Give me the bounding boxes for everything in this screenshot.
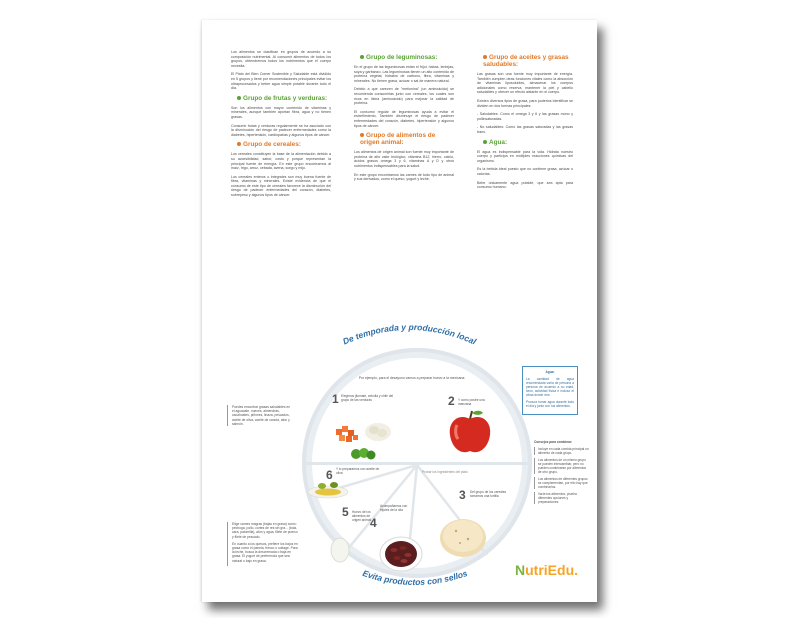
step-number: 5: [342, 505, 349, 519]
paragraph: Consumir frutas y verduras regularmente se ha asociado con la disminución del riesgo de padecer enfermedades como la diabetes, hipertensión, cardiopatías y algunos tipos de cáncer.: [231, 123, 331, 137]
paragraph: Los alimentos de origen animal son fuente muy importante de proteína de alto valor biológico, vitamina B12, hierro, calcio, ácidos grasos omega 3 y 6, vitaminas A y D y otros nutrimentos indispensables para la salud.: [354, 150, 454, 168]
column-3: [477, 50, 573, 194]
step-number: 1: [332, 392, 339, 406]
bullet-icon: [360, 133, 364, 137]
paragraph: Los cereales constituyen la base de la alimentación debido a su accesibilidad, sabor, costo y porque representan la principal fuente de energía. En este grupo encontramos al maíz, trigo, arroz, cebada, avena, sorgo y mijo.: [231, 152, 331, 171]
document-sheet: [202, 20, 597, 602]
paragraph: - Saludables: Como el omega 3 y 6 y las grasas mono y poliinsaturadas.: [477, 112, 573, 121]
step-text: Acompañamos con frijoles de la olla: [380, 504, 408, 512]
heading-frutas: Grupo de frutas y verduras:: [237, 95, 331, 102]
heading-leguminosas: Grupo de leguminosas:: [360, 54, 454, 61]
chopped-onion-icon: [364, 420, 392, 442]
column-1: [231, 50, 331, 202]
carnes-tip-box: [227, 522, 299, 566]
step-text: Del grupo de los cereales tomamos una tortilla: [470, 490, 507, 498]
paragraph: El consumo regular de leguminosas ayuda a evitar el estreñimiento. También disminuye el riesgo de padecer enfermedades del corazón, diabetes, hipertensión y algunos tipos de cáncer.: [354, 109, 454, 128]
list-item: Incluye en cada comida principal un alimento de cada grupo.: [534, 447, 590, 455]
bullet-icon: [483, 140, 487, 144]
egg-icon: [329, 535, 351, 563]
plate-intro-text: Por ejemplo, para el desayuno vamos a preparar huevo a la mexicana:: [358, 376, 466, 380]
heading-agua: Agua:: [483, 139, 573, 146]
bullet-icon: [360, 55, 364, 59]
olive-oil-icon: [306, 480, 350, 500]
grasas-tip-box: Puedes encontrar grasas saludables en el aguacate, nueces, almendras, cacahuates, piñones, linaza, pescados, aceite de oliva, aceite de canola, atún y salmón.: [227, 405, 293, 426]
nutriedu-logo: NutriEdu.: [515, 562, 579, 578]
agua-box-title: Agua:: [545, 370, 555, 374]
consejos-box: [534, 440, 590, 507]
paragraph: La cantidad de agua recomendada varía de persona a persona de acuerdo a su edad, sexo, actividad física e incluso el clima donde vive.: [526, 377, 574, 397]
list-item: Los alimentos de un mismo grupo se pueden intercambiar, pero no pueden combinarse por alimentos de otro grupo.: [534, 458, 590, 474]
paragraph: - No saludables: Como las grasas saturadas y las grasas trans.: [477, 125, 573, 134]
arc-title-bottom: [330, 560, 500, 602]
bullet-icon: [237, 96, 241, 100]
paragraph: Elige carnes magras (bajas en grasa) como: pechuga, pollo, cortes de res sin gra... (bola, cara, palomilla), atún y agua, filete de puerco y filete de pescado.: [232, 522, 298, 539]
bullet-icon: [483, 55, 487, 59]
step-number: 6: [326, 468, 333, 482]
carrot-cubes-icon: [334, 423, 360, 443]
paragraph: En este grupo encontramos las carnes de todo tipo de animal y sus derivados, como el queso, yogurt y leche.: [354, 172, 454, 182]
bullet-icon: [237, 142, 241, 146]
paragraph: El agua es indispensable para la vida. Hidrata nuestro cuerpo y participa en múltiples reacciones químicas del organismo.: [477, 149, 573, 163]
step-number: 2: [448, 394, 455, 408]
paragraph: Es la bebida ideal puesto que no contiene grasa, azúcar o calorías.: [477, 167, 573, 176]
paragraph: Los alimentos se clasifican en grupos de acuerdo a su composición nutrimental. Al consumir alimentos de todos los grupos, obtendremos todos los nutrimentos que el cuerpo necesita.: [231, 50, 331, 68]
paragraph: Las grasas son una fuente muy importante de energía. También cumplen otras funciones vitales como la absorción de vitaminas liposolubles, almacenar los cuerpos adicionales como reserva, mantener la piel y cabello saludables y ofrecer un efecto aislante en el cuerpo.: [477, 72, 573, 95]
list-item: Los alimentos de diferentes grupos se complementan, por ello hay que combinarlos.: [534, 477, 590, 489]
svg-text:Evita productos con sellos: Evita productos con sellos: [361, 567, 469, 588]
heading-cereales: Grupo de cereales:: [237, 141, 331, 148]
agua-tip-box: [522, 366, 578, 415]
step-text: Y como postre una manzana: [458, 398, 485, 406]
step-number: 4: [370, 516, 377, 530]
list-item: Varía tus alimentos, prueba diferentes opciones y preparaciones.: [534, 492, 590, 504]
consejos-list: [534, 447, 590, 504]
paragraph: Existen diversos tipos de grasa, para poderlos identificar se dividen en dos formas principales:: [477, 98, 573, 108]
step-text: Elegimos jitomate, cebolla y chile del grupo de las verduras: [341, 394, 394, 402]
step-number: 3: [459, 488, 466, 502]
paragraph: Debido a que carecen de "metionina" (un aminoácido) se recomienda consumirlas junto con cereales, los cuales son ricos en lisina (aminoácido) para mejorar la calidad de proteína.: [354, 87, 454, 106]
tortilla-icon: [438, 515, 488, 559]
heading-aceites: Grupo de aceites y grasas saludables:: [483, 54, 569, 68]
paragraph: Son los alimentos con mayor contenido de vitaminas y minerales, aunque también aportan fibra, agua y no tienen grasas.: [231, 105, 331, 119]
svg-text:De temporada y producción loca: De temporada y producción local: [341, 321, 478, 347]
paragraph: El Plato del Bien Comer Sostenible y Saludable está dividido en 5 grupos y tiene por recomendaciones principales evitar los ultraprocesados y beber agua simple potable durante todo el día.: [231, 72, 331, 91]
step-text: Huevo de los alimentos de origen animal: [352, 510, 372, 522]
paragraph: En cuanto a los quesos, prefiere los bajos en grasa como el panela, fresco o cottage. Para la leche, busca la descremada o baja en grasa. El yogurt de preferencia que sea natural o bajo en grasa.: [232, 541, 298, 563]
step-text: Y lo preparamos con aceite de oliva: [336, 467, 380, 475]
plate-strip-text: Probar los ingredientes del plato: [422, 470, 468, 474]
paragraph: Procura tomar agua durante todo el día y junto con tus alimentos.: [526, 400, 574, 408]
plate-infographic: [202, 310, 597, 602]
consejos-title: Consejos para combinar:: [534, 440, 573, 444]
column-2: [354, 50, 454, 186]
heading-origen-animal: Grupo de alimentos de origen animal:: [360, 132, 436, 147]
green-chile-icon: [350, 447, 376, 461]
paragraph: Bebe únicamente agua potable, que sea apta para consumo humano.: [477, 180, 573, 190]
paragraph: En el grupo de las leguminosas están el frijol, habas, lentejas, soya y garbanzo. Las leguminosas tienen un alto contenido de proteína vegetal, hidratos de carbono, fibra, vitaminas y minerales. No tienen grasa, azúcar o sal de manera natural.: [354, 65, 454, 83]
paragraph: Los cereales enteros o integrales son muy buena fuente de fibra, vitaminas y minerales. Existe evidencia de que el consumo de este tipo de cereales favorece la disminución del riesgo de padecer enfermedades del corazón, diabetes, sobrepeso y algunos tipos de cáncer.: [231, 174, 331, 198]
apple-icon: [445, 407, 495, 457]
